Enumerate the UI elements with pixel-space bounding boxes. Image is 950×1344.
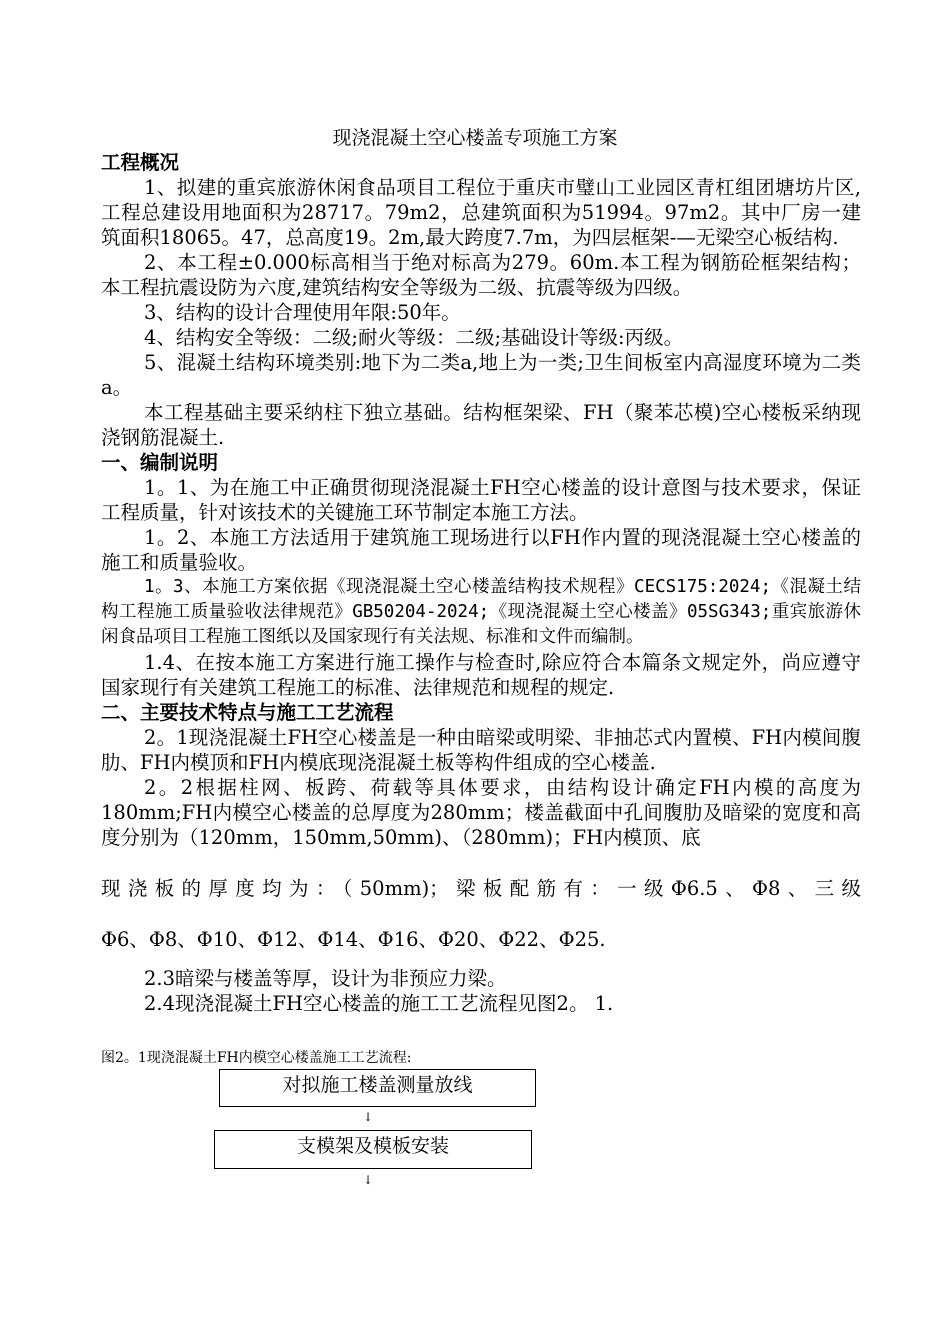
arrow-down-icon: ↓ xyxy=(363,1173,374,1187)
arrow-down-icon: ↓ xyxy=(363,1110,374,1124)
paragraph: 2、本工程±0.000标高相当于绝对标高为279。60m.本工程为钢筋砼框架结构；本工程抗震设防为六度,建筑结构安全等级为二级、抗震等级为四级。 xyxy=(101,251,861,299)
spacer xyxy=(101,850,861,876)
section-heading-compilation: 一、编制说明 xyxy=(101,451,219,474)
paragraph: 现浇板的厚度均为：（50mm)；梁板配筋有：一级Φ6.5、Φ8、三级 xyxy=(101,877,861,900)
document-body xyxy=(101,150,861,1016)
paragraph: 4、结构安全等级：二级;耐火等级：二级;基础设计等级:丙级。 xyxy=(144,326,684,349)
paragraph: 1、拟建的重宾旅游休闲食品项目工程位于重庆市璧山工业园区青杠组团塘坊片区,工程总建设用地面积为28717。79m2，总建筑面积为51994。97m2。其中厂房一建筑面积18065。47，总高度19。2m,最大跨度7.7m，为四层框架-—无梁空心板结构. xyxy=(101,176,861,249)
paragraph: 1。3、本施工方案依据《现浇混凝土空心楼盖结构技术规程》CECS175:2024;《混凝土结构工程施工质量验收法律规范》GB50204-2024;《现浇混凝土空心楼盖》05SG343;重宾旅游休闲食品项目工程施工图纸以及国家现行有关法规、标准和文件而编制。 xyxy=(101,577,861,647)
document-title: 现浇混凝土空心楼盖专项施工方案 xyxy=(332,127,618,149)
paragraph: 1.4、在按本施工方案进行施工操作与检查时,除应符合本篇条文规定外，尚应遵守国家现行有关建筑工程施工的标准、法律规范和规程的规定. xyxy=(101,651,861,699)
paragraph: 2。1现浇混凝土FH空心楼盖是一种由暗梁或明梁、非抽芯式内置模、FH内模间腹肋、FH内模顶和FH内模底现浇混凝土板等构件组成的空心楼盖. xyxy=(101,726,861,774)
flow-step-box: 支模架及模板安装 xyxy=(214,1130,532,1169)
paragraph: 2.4现浇混凝土FH空心楼盖的施工工艺流程见图2。 1. xyxy=(144,992,614,1015)
paragraph: 1。2、本施工方法适用于建筑施工现场进行以FH作内置的现浇混凝土空心楼盖的施工和质量验收。 xyxy=(101,526,861,574)
section-heading-overview: 工程概况 xyxy=(101,151,180,174)
flow-step-box: 对拟施工楼盖测量放线 xyxy=(219,1069,536,1107)
paragraph: 3、结构的设计合理使用年限:50年。 xyxy=(144,301,461,324)
paragraph: Φ6、Φ8、Φ10、Φ12、Φ14、Φ16、Φ20、Φ22、Φ25. xyxy=(101,928,606,951)
paragraph: 1。1、为在施工中正确贯彻现浇混凝土FH空心楼盖的设计意图与技术要求，保证工程质量，针对该技术的关键施工环节制定本施工方法。 xyxy=(101,476,861,524)
figure-caption: 图2。1现浇混凝土FH内模空心楼盖施工工艺流程: xyxy=(101,1050,412,1066)
paragraph: 5、混凝土结构环境类别:地下为二类a,地上为一类;卫生间板室内高湿度环境为二类a。 xyxy=(101,351,861,399)
section-heading-technical: 二、主要技术特点与施工工艺流程 xyxy=(101,701,394,724)
paragraph: 2.3暗梁与楼盖等厚，设计为非预应力梁。 xyxy=(144,967,507,990)
paragraph: 2。2根据柱网、板跨、荷载等具体要求，由结构设计确定FH内模的高度为180mm;FH内模空心楼盖的总厚度为280mm；楼盖截面中孔间腹肋及暗梁的宽度和高度分别为（120mm，150mm,50mm)、（280mm)；FH内模顶、底 xyxy=(101,776,861,849)
spacer xyxy=(101,952,861,966)
paragraph: 本工程基础主要采纳柱下独立基础。结构框架梁、FH（聚苯芯模)空心楼板采纳现浇钢筋混凝土. xyxy=(101,401,861,449)
spacer xyxy=(101,901,861,927)
